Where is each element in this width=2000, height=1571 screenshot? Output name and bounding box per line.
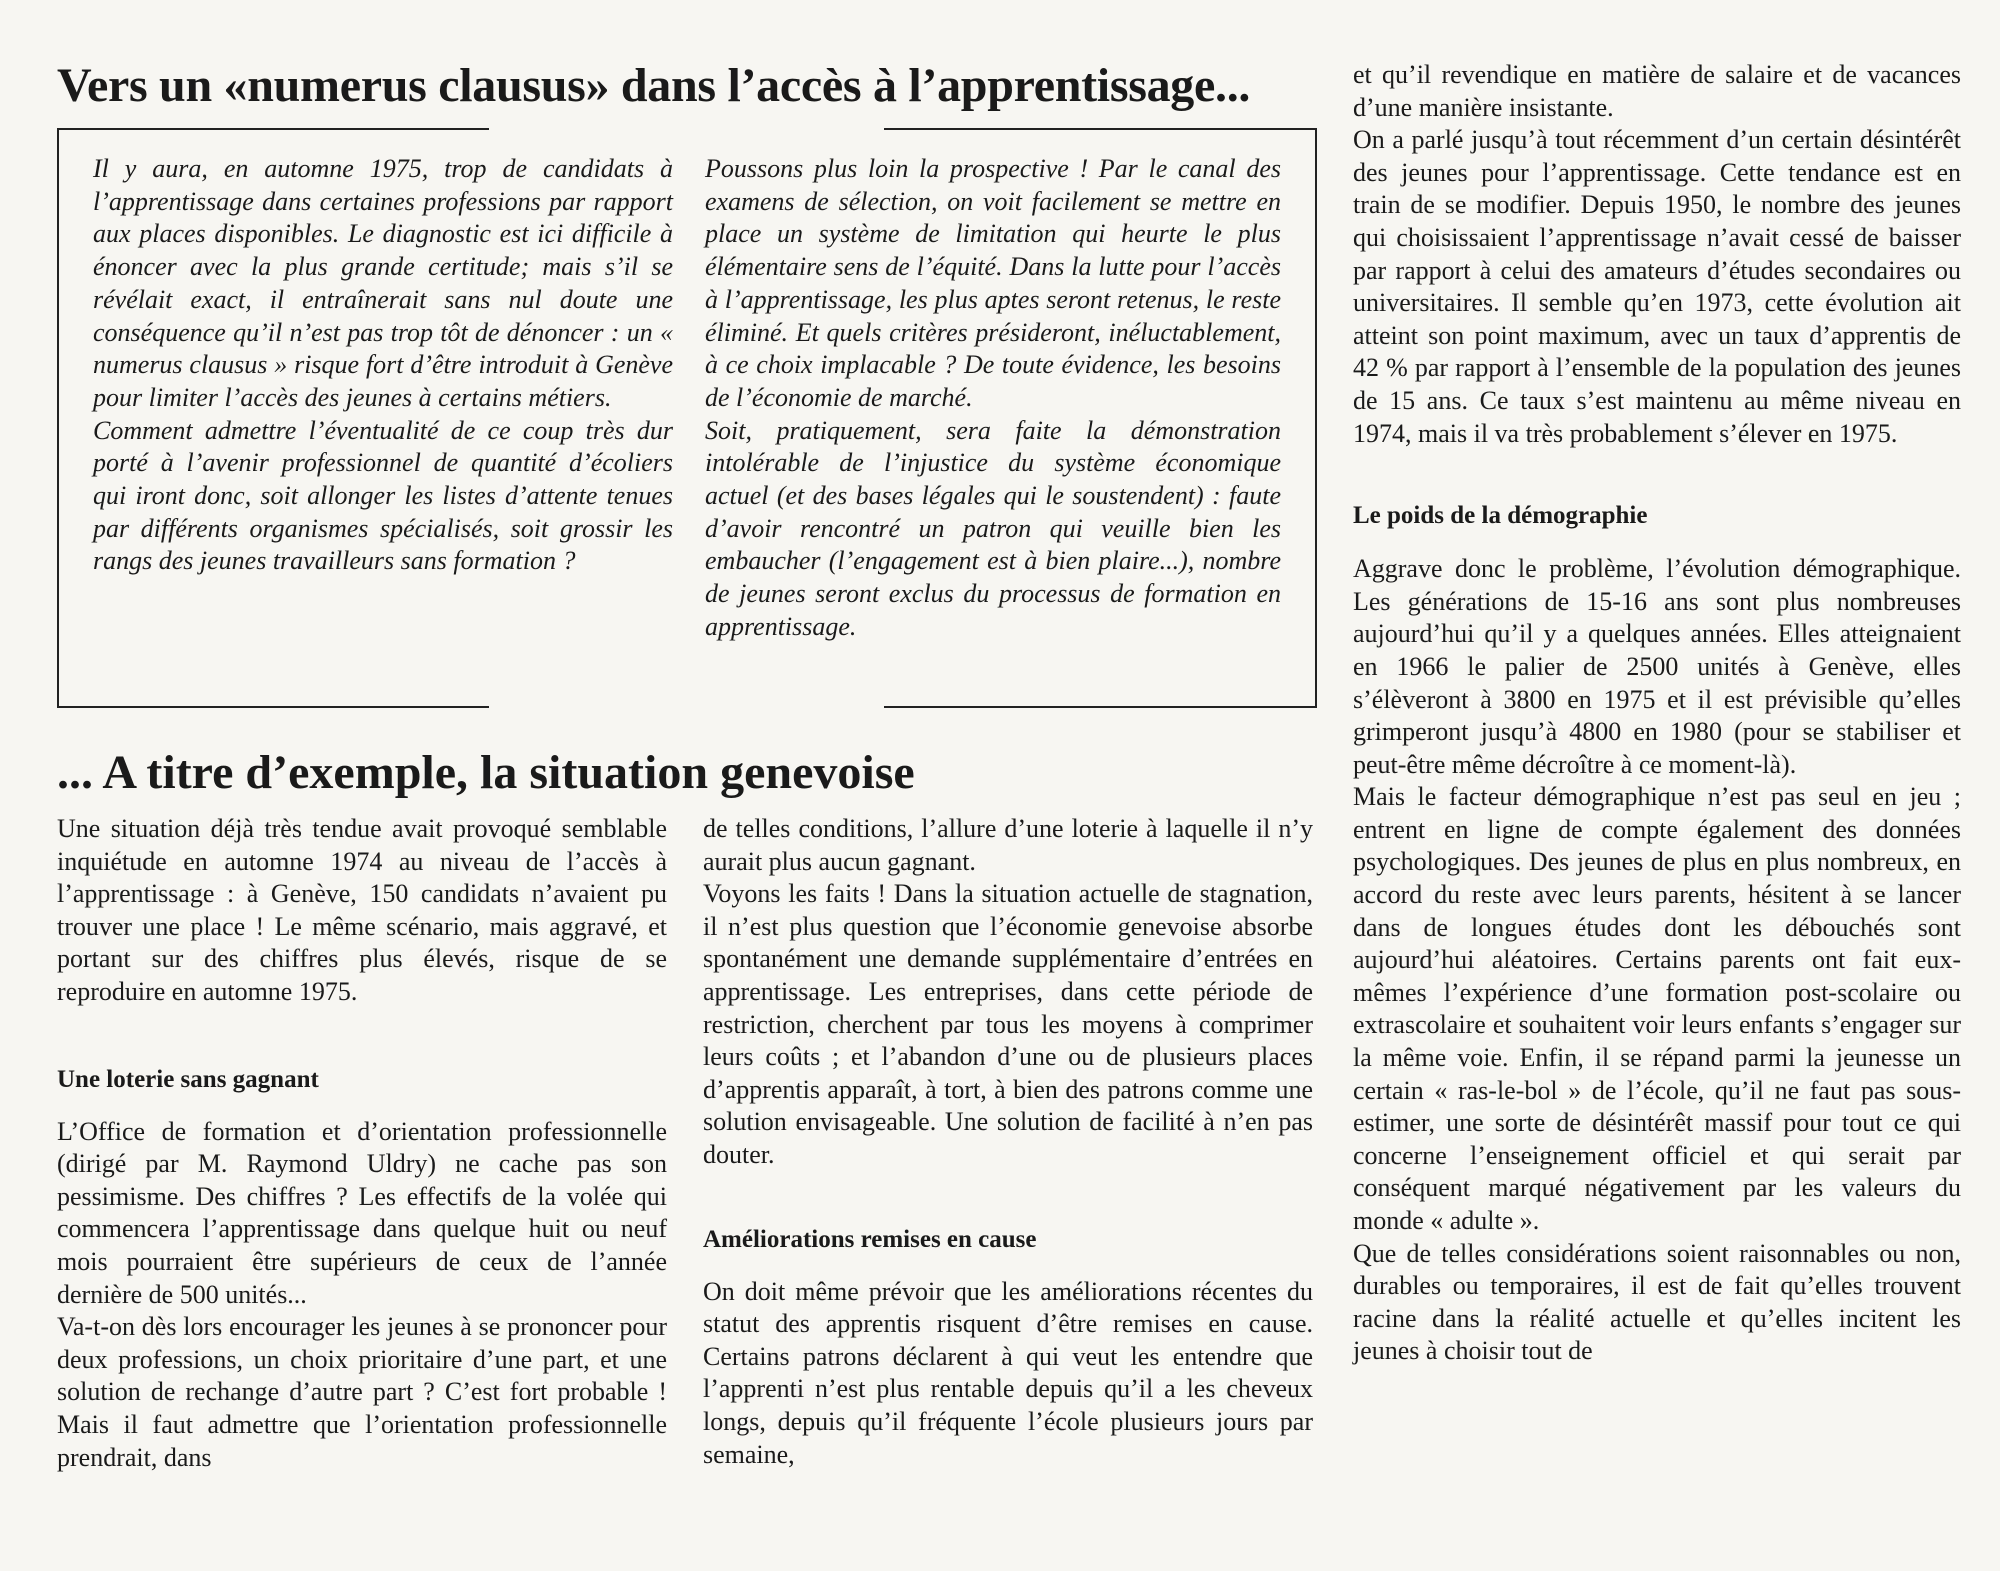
subheading-demographie: Le poids de la démographie	[1353, 502, 1648, 530]
headline-numerus-clausus: Vers un «numerus clausus» dans l’accès à l’apprentissage...	[57, 59, 1251, 112]
body-paragraph: et qu’il revendique en matière de salaire et de vacances d’une manière insistante.	[1353, 60, 1961, 122]
body-paragraph: L’Office de formation et d’orientation professionnelle (dirigé par M. Raymond Uldry) ne cache pas son pessimisme. Des chiffres ? Les effectifs de la volée qui commencera l’apprentissage dans quelque huit ou neuf mois pourraient être supérieurs de ceux de l’année dernière de 500 unités...	[57, 1116, 667, 1309]
intro-paragraph: Il y aura, en automne 1975, trop de candidats à l’apprentissage dans certaines professions par rapport aux places disponibles. Le diagnostic est ici difficile à énoncer avec la plus grande certitude; mais s’il se révélait exact, il entraînerait sans nul doute une conséquence qu’il n’est pas trop tôt de dénoncer : un « numerus clausus » risque fort d’être introduit à Genève pour limiter l’accès des jeunes à certains métiers.	[93, 154, 673, 412]
intro-box-left-column	[93, 153, 673, 578]
body-paragraph: On a parlé jusqu’à tout récemment d’un certain désintérêt des jeunes pour l’apprentissage. Cette tendance est en train de se modifier. Depuis 1950, le nombre des jeunes qui choisissaient l’apprentissage n’avait cessé de baisser par rapport à celui des amateurs d’études secondaires ou universitaires. Il semble qu’en 1973, cette évolution ait atteint son point maximum, avec un taux d’apprentis de 42 % par rapport à l’ensemble de la population des jeunes de 15 ans. Ce taux s’est maintenu au même niveau en 1974, mais il va très probablement s’élever en 1975.	[1353, 125, 1961, 448]
subheading-ameliorations: Améliorations remises en cause	[703, 1225, 1037, 1253]
intro-paragraph: Poussons plus loin la prospective ! Par le canal des examens de sélection, on voit facilement se mettre en place un système de limitation qui heurte le plus élémentaire sens de l’équité. Dans la lutte pour l’accès à l’apprentissage, les plus aptes seront retenus, le reste éliminé. Et quels critères présideront, inéluctablement, à ce choix implacable ? De toute évidence, les besoins de l’économie de marché.	[705, 154, 1281, 412]
body-paragraph: Une situation déjà très tendue avait provoqué semblable inquiétude en automne 1974 au niveau de l’accès à l’apprentissage : à Genève, 150 candidats n’avaient pu trouver une place ! Le même scénario, mais aggravé, et portant sur des chiffres plus élevés, risque de se reproduire en automne 1975.	[57, 814, 667, 1006]
article-column-3	[1353, 59, 1961, 1368]
article-column-1	[57, 813, 667, 1474]
body-paragraph: Que de telles considérations soient raisonnables ou non, durables ou temporaires, il est de fait qu’elles trouvent racine dans la réalité actuelle et qu’elles incitent les jeunes à choisir tout de	[1353, 1238, 1961, 1366]
intro-box-right-column	[705, 153, 1281, 644]
body-paragraph: Mais le facteur démographique n’est pas seul en jeu ; entrent en ligne de compte également des données psychologiques. Des jeunes de plus en plus nombreux, en accord du reste avec leurs parents, hésitent à se lancer dans de longues études dont les débouchés sont aujourd’hui aléatoires. Certains parents ont fait eux-mêmes l’expérience d’une formation post-scolaire ou extrascolaire et souhaitent voir leurs enfants s’engager sur la même voie. Enfin, il se répand parmi la jeunesse un certain « ras-le-bol » de l’école, qu’il ne faut pas sous-estimer, une sorte de désintérêt massif pour tout ce qui concerne l’enseignement officiel et qui serait par conséquent marqué négativement par les valeurs du monde « adulte ».	[1353, 782, 1961, 1235]
body-paragraph: Voyons les faits ! Dans la situation actuelle de stagnation, il n’est plus question que l’économie genevoise absorbe spontanément une demande supplémentaire d’entrées en apprentissage. Les entreprises, dans cette période de restriction, cherchent par tous les moyens à comprimer leurs coûts ; et l’abandon d’une ou de plusieurs places d’apprentis apparaît, à tort, à bien des patrons comme une solution envisageable. Une solution de facilité à n’en pas douter.	[703, 879, 1313, 1169]
body-paragraph: de telles conditions, l’allure d’une loterie à laquelle il n’y aurait plus aucun gagnant.	[703, 814, 1313, 876]
headline-situation-genevoise: ... A titre d’exemple, la situation genevoise	[57, 746, 915, 799]
body-paragraph: Va-t-on dès lors encourager les jeunes à se prononcer pour deux professions, un choix prioritaire d’une part, et une solution de rechange d’autre part ? C’est fort probable ! Mais il faut admettre que l’orientation professionnelle prendrait, dans	[57, 1312, 667, 1472]
article-column-2	[703, 813, 1313, 1471]
body-paragraph: On doit même prévoir que les améliorations récentes du statut des apprentis risquent d’être remises en cause. Certains patrons déclarent à qui veut les entendre que l’apprenti n’est plus rentable depuis qu’il a les cheveux longs, depuis qu’il fréquente l’école plusieurs jours par semaine,	[703, 1276, 1313, 1469]
intro-paragraph: Soit, pratiquement, sera faite la démonstration intolérable de l’injustice du système économique actuel (et des bases légales qui le soustendent) : faute d’avoir rencontré un patron qui veuille bien les embaucher (l’engagement est à bien plaire...), nombre de jeunes seront exclus du processus de formation en apprentissage.	[705, 415, 1281, 641]
intro-box	[57, 128, 1317, 708]
intro-paragraph: Comment admettre l’éventualité de ce coup très dur porté à l’avenir professionnel de quantité d’écoliers qui iront donc, soit allonger les listes d’attente tenues par différents organismes spécialisés, soit grossir les rangs des jeunes travailleurs sans formation ?	[93, 415, 673, 576]
subheading-loterie: Une loterie sans gagnant	[57, 1065, 319, 1093]
body-paragraph: Aggrave donc le problème, l’évolution démographique. Les générations de 15-16 ans sont plus nombreuses aujourd’hui qu’il y a quelques années. Elles atteignaient en 1966 le palier de 2500 unités à Genève, elles s’élèveront à 3800 en 1975 et il est prévisible qu’elles grimperont jusqu’à 4800 en 1980 (pour se stabiliser et peut-être même décroître à ce moment-là).	[1353, 554, 1961, 779]
